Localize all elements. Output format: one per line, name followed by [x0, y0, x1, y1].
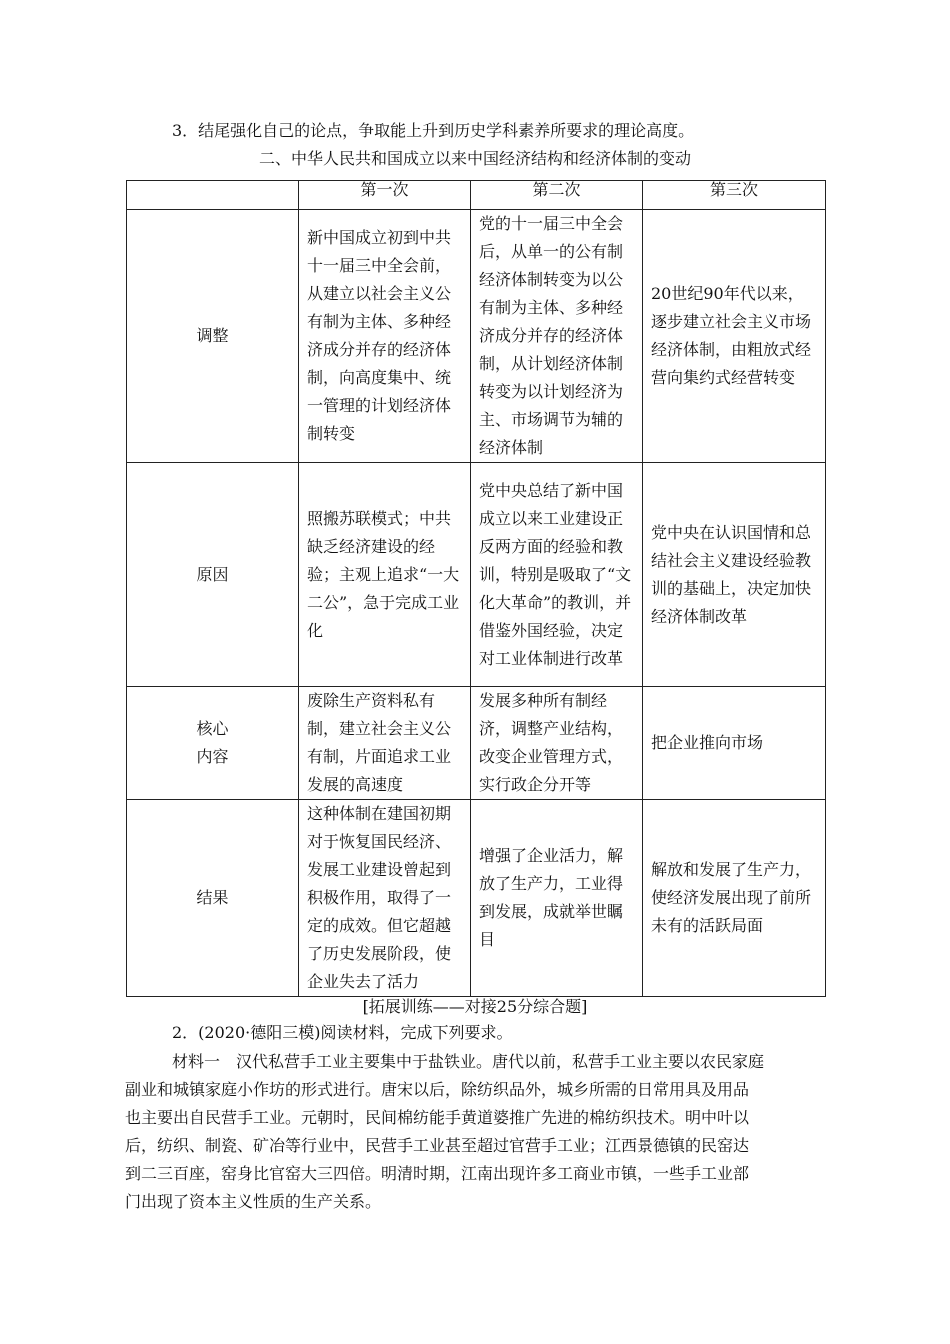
point-3-text: 3．结尾强化自己的论点，争取能上升到历史学科素养所要求的理论高度。 — [172, 121, 695, 140]
economic-structure-table — [126, 180, 826, 997]
material-1-line: 门出现了资本主义性质的生产关系。 — [125, 1192, 382, 1211]
table-row — [127, 463, 826, 687]
material-1-paragraph — [125, 1048, 812, 1216]
table-row — [127, 800, 826, 997]
table-cell: 发展多种所有制经济，调整产业结构，改变企业管理方式，实行政企分开等 — [471, 687, 643, 800]
question-2-prompt: 2．(2020·德阳三模)阅读材料，完成下列要求。 — [172, 1023, 513, 1042]
table-cell: 废除生产资料私有制，建立社会主义公有制，片面追求工业发展的高速度 — [299, 687, 471, 800]
table-cell: 增强了企业活力，解放了生产力，工业得到发展，成就举世瞩目 — [471, 800, 643, 997]
table-header-empty — [127, 181, 299, 210]
row-label-core-line2: 内容 — [196, 747, 229, 766]
table-cell: 照搬苏联模式；中共缺乏经济建设的经验；主观上追求“一大二公”，急于完成工业化 — [299, 463, 471, 687]
section-title: 二、中华人民共和国成立以来中国经济结构和经济体制的变动 — [258, 149, 691, 168]
material-1-line: 后，纺织、制瓷、矿冶等行业中，民营手工业甚至超过官营手工业；江西景德镇的民窑达 — [125, 1136, 750, 1155]
table-cell: 党中央总结了新中国成立以来工业建设正反两方面的经验和教训，特别是吸取了“文化大革命”的教训，并借鉴外国经验，决定对工业体制进行改革 — [471, 463, 643, 687]
table-cell: 这种体制在建国初期对于恢复国民经济、发展工业建设曾起到积极作用，取得了一定的成效。但它超越了历史发展阶段，使企业失去了活力 — [299, 800, 471, 997]
material-1-line: 副业和城镇家庭小作坊的形式进行。唐宋以后，除纺织品外，城乡所需的日常用具及用品 — [125, 1080, 750, 1099]
table-header-row — [127, 181, 826, 210]
row-label-adjustment: 调整 — [127, 210, 299, 463]
table-header-first: 第一次 — [299, 181, 471, 210]
table-cell: 20世纪90年代以来，逐步建立社会主义市场经济体制，由粗放式经营向集约式经营转变 — [643, 210, 826, 463]
table-row — [127, 210, 826, 463]
row-label-reason: 原因 — [127, 463, 299, 687]
table-cell: 新中国成立初到中共十一届三中全会前，从建立以社会主义公有制为主体、多种经济成分并存的经济体制，向高度集中、统一管理的计划经济体制转变 — [299, 210, 471, 463]
material-1-line: 也主要出自民营手工业。元朝时，民间棉纺能手黄道婆推广先进的棉纺织技术。明中叶以 — [125, 1108, 750, 1127]
table-row — [127, 687, 826, 800]
table-header-second: 第二次 — [471, 181, 643, 210]
row-label-core-content — [127, 687, 299, 800]
table-cell: 党的十一届三中全会后，从单一的公有制经济体制转变为以公有制为主体、多种经济成分并存的经济体制，从计划经济体制转变为以计划经济为主、市场调节为辅的经济体制 — [471, 210, 643, 463]
row-label-result: 结果 — [127, 800, 299, 997]
table-cell: 解放和发展了生产力，使经济发展出现了前所未有的活跃局面 — [643, 800, 826, 997]
material-1-line: 材料一 汉代私营手工业主要集中于盐铁业。唐代以前，私营手工业主要以农民家庭 — [172, 1052, 765, 1071]
row-label-core-line1: 核心 — [196, 719, 229, 738]
table-cell: 把企业推向市场 — [643, 687, 826, 800]
table-cell: 党中央在认识国情和总结社会主义建设经验教训的基础上，决定加快经济体制改革 — [643, 463, 826, 687]
material-1-line: 到二三百座，窑身比官窑大三四倍。明清时期，江南出现许多工商业市镇，一些手工业部 — [125, 1164, 750, 1183]
expansion-training-caption: [拓展训练——对接25分综合题] — [362, 997, 588, 1016]
table-header-third: 第三次 — [643, 181, 826, 210]
